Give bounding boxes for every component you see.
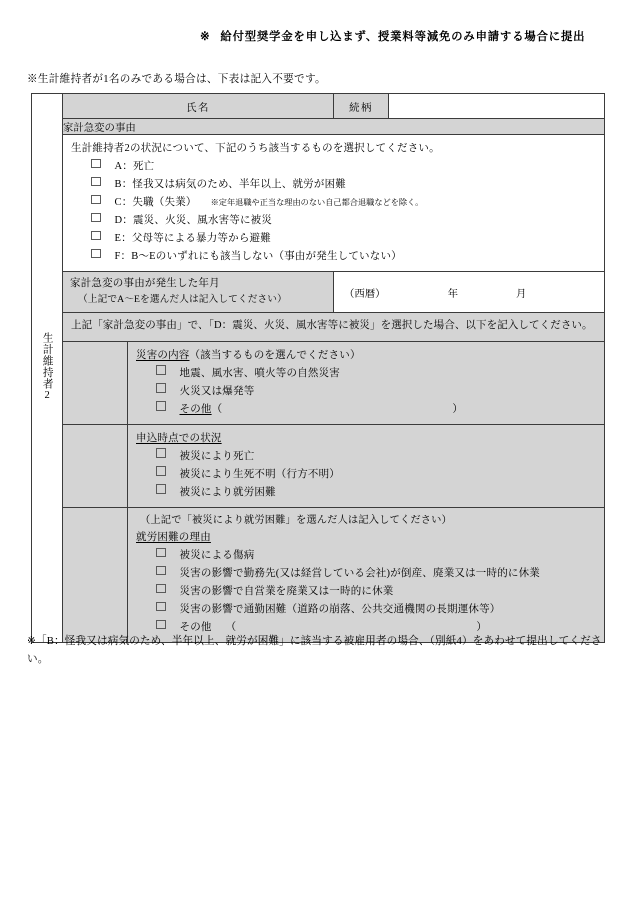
- indent-spacer-cell: [63, 507, 128, 643]
- checkbox-row-reason-d[interactable]: [71, 212, 596, 229]
- difficulty-heading-row: [136, 529, 596, 546]
- checkbox-row-reason-a[interactable]: [71, 158, 596, 175]
- checkbox-icon[interactable]: [156, 484, 166, 494]
- checkbox-label: C：失職（失業）: [114, 197, 197, 208]
- checkbox-label: 地震、風水害、噴火等の自然災害: [179, 367, 340, 379]
- checkbox-icon[interactable]: [156, 448, 166, 458]
- checkbox-label: 被災により就労困難: [179, 486, 276, 498]
- row-vertical-label: 生計維持者2: [41, 331, 53, 402]
- instruction-cell: [63, 313, 605, 341]
- status-heading-row: [136, 430, 596, 447]
- checkbox-label: A：死亡: [114, 161, 155, 172]
- checkbox-row-reason-f[interactable]: [71, 248, 596, 265]
- table-row: [32, 94, 605, 119]
- checkbox-icon[interactable]: [91, 213, 101, 223]
- table-row: [32, 119, 605, 135]
- checkbox-label: D：震災、火災、風水害等に被災: [114, 215, 273, 226]
- table-row: [32, 272, 605, 313]
- date-entry-cell[interactable]: [334, 272, 605, 313]
- checkbox-icon[interactable]: [156, 383, 166, 393]
- checkbox-row-reason-c[interactable]: [71, 194, 596, 211]
- disaster-other-open-paren: （: [211, 403, 223, 415]
- indent-spacer-cell: [63, 424, 128, 507]
- date-year-label: 年: [447, 288, 458, 300]
- checkbox-icon[interactable]: [91, 159, 101, 169]
- disaster-content-heading-suffix: （該当するものを選んでください）: [189, 349, 361, 361]
- checkbox-row-reason-e[interactable]: [71, 230, 596, 247]
- disaster-content-heading-row: [136, 347, 596, 364]
- checkbox-icon[interactable]: [156, 466, 166, 476]
- checkbox-label: 災害の影響で通勤困難（道路の崩落、公共交通機関の長期運休等）: [179, 604, 501, 616]
- disaster-content-cell: [128, 341, 605, 424]
- date-label-cell: [63, 272, 334, 313]
- checkbox-label: 被災により死亡: [179, 450, 255, 462]
- checkbox-row-difficulty-employer-closure[interactable]: [136, 565, 596, 582]
- checkbox-row-status-death[interactable]: [136, 448, 596, 465]
- disaster-other-close-paren: ）: [452, 403, 464, 415]
- checkbox-row-difficulty-injury[interactable]: [136, 547, 596, 564]
- date-era-label: （西暦）: [344, 288, 386, 300]
- reason-section-title: 家計急変の事由: [63, 119, 605, 135]
- header-note: [200, 28, 585, 44]
- checkbox-label: F：B～Eのいずれにも該当しない（事由が発生していない）: [114, 251, 402, 262]
- status-section-block: [128, 425, 604, 507]
- checkbox-icon[interactable]: [91, 195, 101, 205]
- table-row: [32, 135, 605, 272]
- checkbox-label: 被災による傷病: [179, 550, 255, 562]
- table-row: [32, 424, 605, 507]
- difficulty-other-close-paren: ）: [476, 622, 488, 634]
- reason-options-cell: [63, 135, 605, 272]
- checkbox-row-reason-b[interactable]: [71, 176, 596, 193]
- checkbox-label: 災害の影響で勤務先(又は経営している会社)が倒産、廃業又は一時的に休業: [179, 568, 540, 580]
- table-row: [32, 341, 605, 424]
- post-table-note: ※「B：怪我又は病気のため、半年以上、就労が困難」に該当する被雇用者の場合、（別紙4）をあわせて提出してください。: [27, 636, 602, 666]
- checkbox-icon[interactable]: [156, 602, 166, 612]
- relation-input[interactable]: [389, 94, 605, 119]
- checkbox-row-status-work-difficulty[interactable]: [136, 484, 596, 501]
- checkbox-row-disaster-fire[interactable]: [136, 383, 596, 400]
- checkbox-label: 被災により生死不明（行方不明）: [179, 468, 340, 480]
- header-note-mark: ※: [200, 31, 211, 43]
- checkbox-label: 火災又は爆発等: [179, 385, 255, 397]
- checkbox-label: E：父母等による暴力等から避難: [114, 233, 271, 244]
- checkbox-icon[interactable]: [156, 620, 166, 630]
- relation-label: 続柄: [334, 94, 389, 119]
- checkbox-icon[interactable]: [156, 365, 166, 375]
- instruction-text: 上記「家計急変の事由」で、「D：震災、火災、風水害等に被災」を選択した場合、以下を記入してください。: [71, 320, 593, 332]
- date-label-line2: （上記でA～Eを選んだ人は記入してください）: [78, 294, 287, 306]
- checkbox-label: [180, 401, 464, 418]
- header-note-text: 給付型奨学金を申し込まず、授業料等減免のみ申請する場合に提出: [220, 31, 586, 43]
- reason-lead: 生計維持者2の状況について、下記のうち該当するものを選択してください。: [71, 143, 440, 154]
- checkbox-label: B：怪我又は病気のため、半年以上、就労が困難: [114, 179, 346, 190]
- date-label-line1: 家計急変の事由が発生した年月: [70, 278, 220, 289]
- checkbox-row-difficulty-commute[interactable]: [136, 601, 596, 618]
- status-section-cell: [128, 424, 605, 507]
- checkbox-icon[interactable]: [91, 177, 101, 187]
- name-label: 氏名: [63, 94, 334, 119]
- status-heading: 申込時点での状況: [136, 432, 222, 444]
- difficulty-heading: 就労困難の理由: [136, 532, 211, 544]
- row-vertical-label-cell: [32, 94, 63, 643]
- checkbox-icon[interactable]: [156, 401, 166, 411]
- disaster-content-block: [128, 342, 604, 424]
- date-month-label: 月: [515, 288, 527, 300]
- checkbox-icon[interactable]: [156, 584, 166, 594]
- checkbox-row-disaster-natural[interactable]: [136, 365, 596, 382]
- indent-spacer-cell: [63, 341, 128, 424]
- pre-table-note: ※生計維持者が1名のみである場合は、下表は記入不要です。: [27, 74, 326, 85]
- difficulty-paren-note: （上記で「被災により就労困難」を選んだ人は記入してください）: [140, 514, 452, 526]
- checkbox-icon[interactable]: [156, 566, 166, 576]
- table-row: [32, 313, 605, 341]
- checkbox-label: 災害の影響で自営業を廃業又は一時的に休業: [179, 586, 394, 598]
- difficulty-other-label: その他: [179, 622, 212, 634]
- disaster-other-label: その他: [179, 403, 212, 415]
- disaster-content-heading: 災害の内容: [136, 349, 190, 361]
- checkbox-icon[interactable]: [91, 249, 101, 259]
- reason-options-block: [63, 135, 604, 271]
- difficulty-section-cell: [128, 507, 605, 643]
- checkbox-row-disaster-other[interactable]: [136, 401, 596, 418]
- difficulty-other-open-paren: （: [225, 622, 237, 634]
- checkbox-sub-note: ※定年退職や正当な理由のない自己都合退職などを除く。: [210, 198, 424, 207]
- checkbox-icon[interactable]: [156, 548, 166, 558]
- checkbox-icon[interactable]: [91, 231, 101, 241]
- checkbox-row-difficulty-selfemployed-closure[interactable]: [136, 583, 596, 600]
- checkbox-row-status-missing[interactable]: [136, 466, 596, 483]
- table-row: [32, 507, 605, 643]
- household-change-form-table: [31, 93, 605, 643]
- difficulty-section-block: [128, 508, 604, 643]
